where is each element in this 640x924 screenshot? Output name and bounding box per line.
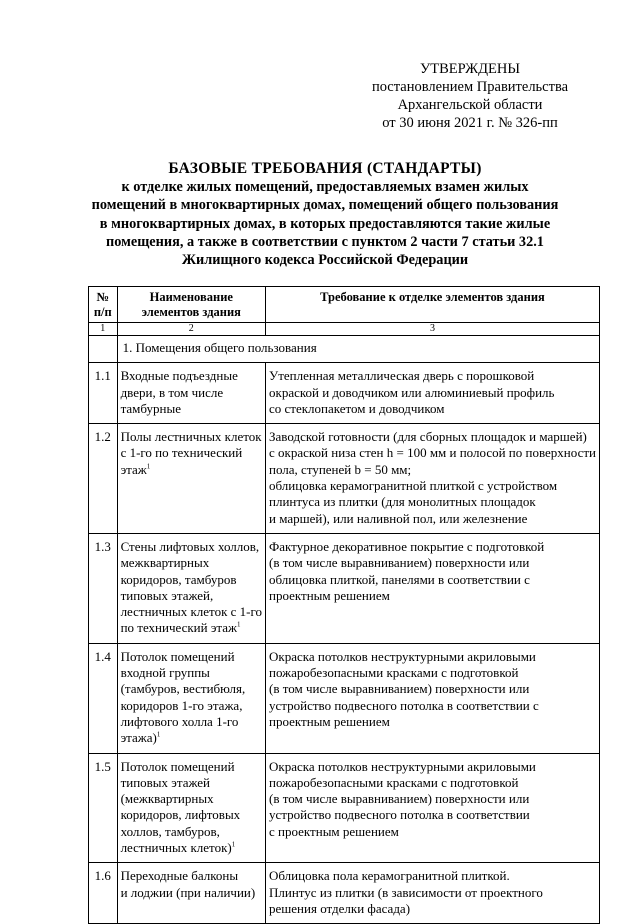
footnote-mark: 1 <box>237 621 241 630</box>
approval-block <box>340 60 600 132</box>
title-line: в многоквартирных домах, в которых предоставляются такие жилые <box>99 215 551 232</box>
column-index-row <box>89 323 600 336</box>
row-number: 1.2 <box>89 424 118 534</box>
requirement-text: Окраска потолков неструктурными акриловыми пожаробезопасными красками с подготовкой (в том числе выравниванием) поверхности или устройство подвесного потолка в соответствии с проектным решением <box>266 643 600 753</box>
requirements-table <box>88 286 600 924</box>
table-row <box>89 363 600 424</box>
title-line: помещений в многоквартирных домах, помещений общего пользования <box>91 197 559 214</box>
requirement-text: Заводской готовности (для сборных площадок и маршей) с окраской низа стен h = 100 мм и полосой по поверхности пола, ступеней b = 50 мм; облицовка керамогранитной плиткой с устройством плинтуса из плитки (для монолитных площадок и маршей), или наливной пол, или железнение <box>266 424 600 534</box>
header-element-name: Наименование элементов здания <box>117 287 265 323</box>
row-number: 1.3 <box>89 533 118 643</box>
column-index: 1 <box>89 323 118 336</box>
document-title <box>60 160 590 269</box>
column-index: 3 <box>266 323 600 336</box>
title-line: помещения, а также в соответствии с пунктом 2 части 7 статьи 32.1 <box>106 233 544 250</box>
section-row <box>89 336 600 363</box>
requirement-text: Фактурное декоративное покрытие с подготовкой (в том числе выравниванием) поверхности или облицовка плиткой, панелями в соответствии с проектным решением <box>266 533 600 643</box>
row-number: 1.1 <box>89 363 118 424</box>
table-header-row <box>89 287 600 323</box>
column-index: 2 <box>117 323 265 336</box>
element-name: Потолок помещений входной группы (тамбуров, вестибюля, коридоров 1-го этажа, лифтового холла 1-го этажа)$^1$ <box>117 643 265 753</box>
table-row <box>89 424 600 534</box>
header-requirement: Требование к отделке элементов здания <box>266 287 600 323</box>
element-name: Входные подъездные двери, в том числе тамбурные <box>117 363 265 424</box>
approval-decree: постановлением Правительства <box>371 79 569 95</box>
title-main: БАЗОВЫЕ ТРЕБОВАНИЯ (СТАНДАРТЫ) <box>168 160 482 177</box>
requirement-text: Утепленная металлическая дверь с порошковой окраской и доводчиком или алюминиевый профиль со стеклопакетом и доводчиком <box>266 363 600 424</box>
footnote-mark: 1 <box>146 462 151 471</box>
element-name: Полы лестничных клеток с 1-го по технический этаж$^1$ <box>117 424 265 534</box>
requirement-text: Окраска потолков неструктурными акриловыми пожаробезопасными красками с подготовкой (в том числе выравниванием) поверхности или устройство подвесного потолка в соответствии с проектным решением <box>266 753 600 863</box>
table-row <box>89 863 600 924</box>
footnote-mark: 1 <box>231 840 236 849</box>
row-number: 1.6 <box>89 863 118 924</box>
section-title: 1. Помещения общего пользования <box>117 336 599 363</box>
table-row <box>89 643 600 753</box>
element-name: Потолок помещений типовых этажей (межквартирных коридоров, лифтовых холлов, тамбуров, лестничных клеток)$^1$ <box>117 753 265 863</box>
element-name: Переходные балконы и лоджии (при наличии) <box>117 863 265 924</box>
title-line: Жилищного кодекса Российской Федерации <box>181 252 469 269</box>
title-line: к отделке жилых помещений, предоставляемых взамен жилых <box>121 179 529 196</box>
footnote-mark: 1 <box>156 730 161 739</box>
approval-date-number: от 30 июня 2021 г. № 326-пп <box>382 115 558 131</box>
table-row <box>89 753 600 863</box>
approval-region: Архангельской области <box>397 97 543 113</box>
element-name: Стены лифтовых холлов, межквартирных коридоров, тамбуров типовых этажей, лестничных клеток с 1-го по технический этаж$^1$ <box>117 533 265 643</box>
approval-heading: УТВЕРЖДЕНЫ <box>419 61 521 77</box>
header-number: № п/п <box>89 287 118 323</box>
row-number: 1.4 <box>89 643 118 753</box>
row-number: 1.5 <box>89 753 118 863</box>
requirement-text: Облицовка пола керамогранитной плиткой. Плинтус из плитки (в зависимости от проектного решения отделки фасада) <box>266 863 600 924</box>
table-row <box>89 533 600 643</box>
